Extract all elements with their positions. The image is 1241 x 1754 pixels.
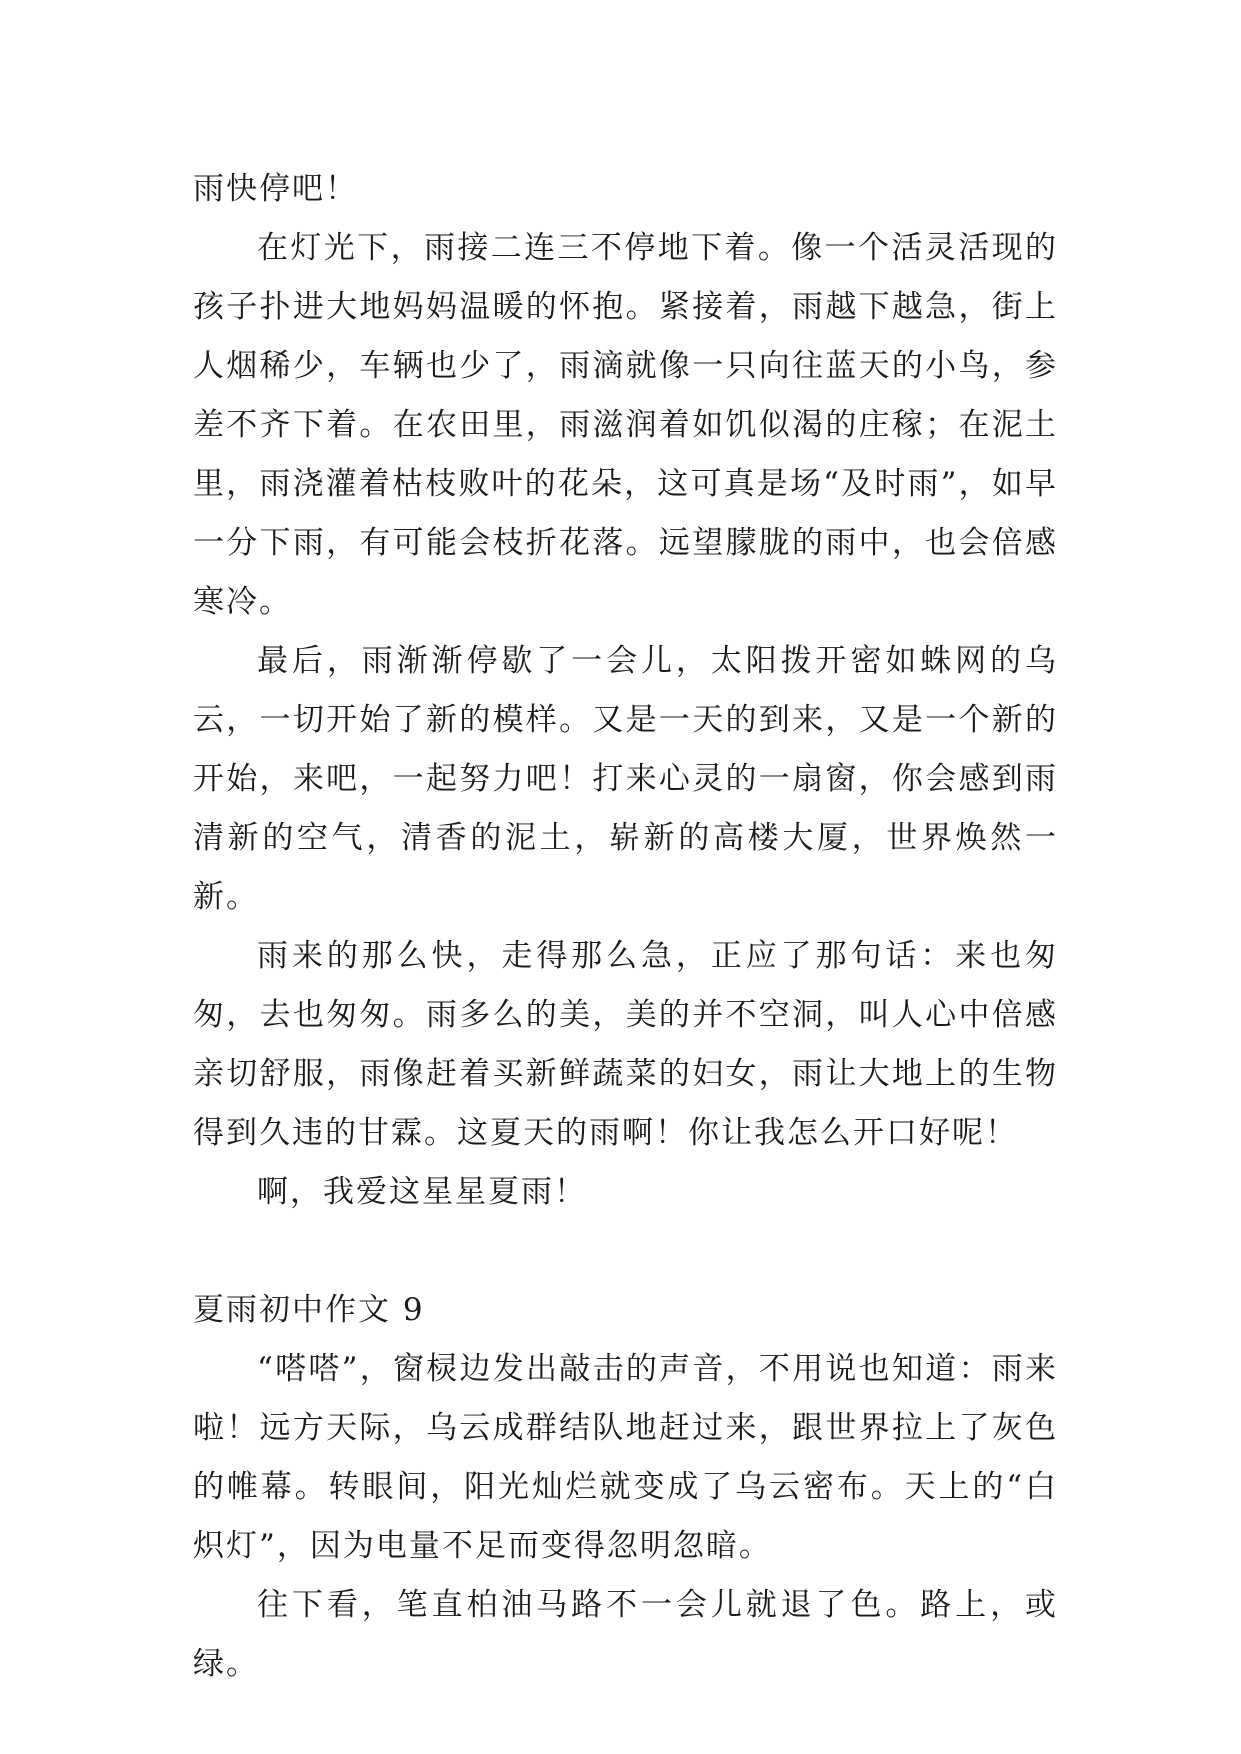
paragraph: 在灯光下，雨接二连三不停地下着。像一个活灵活现的孩子扑进大地妈妈温暖的怀抱。紧接着，雨越下越急，街上人烟稀少，车辆也少了，雨滴就像一只向往蓝天的小鸟，参差不齐下着。在农田里，雨滋润着如饥似渴的庄稼；在泥土里，雨浇灌着枯枝败叶的花朵，这可真是场“及时雨”，如早一分下雨，有可能会枝折花落。远望朦胧的雨中，也会倍感寒冷。 — [193, 230, 1058, 620]
document-body — [193, 160, 1058, 1694]
paragraph: “嗒嗒”，窗棂边发出敲击的声音，不用说也知道：雨来啦！远方天际，乌云成群结队地赶过来，跟世界拉上了灰色的帷幕。转眼间，阳光灿烂就变成了乌云密布。天上的“白炽灯”，因为电量不足而变得忽明忽暗。 — [193, 1351, 1058, 1564]
section-title: 夏雨初中作文 9 — [193, 1292, 425, 1328]
paragraph: 往下看，笔直柏油马路不一会儿就退了色。路上，或绿。 — [193, 1587, 1058, 1682]
paragraph: 啊，我爱这星星夏雨！ — [257, 1174, 587, 1210]
paragraph: 最后，雨渐渐停歇了一会儿，太阳拨开密如蛛网的乌云，一切开始了新的模样。又是一天的到来，又是一个新的开始，来吧，一起努力吧！打来心灵的一扇窗，你会感到雨清新的空气，清香的泥土，崭新的高楼大厦，世界焕然一新。 — [193, 643, 1058, 915]
section-spacer — [193, 1222, 1058, 1281]
paragraph-continuation: 雨快停吧！ — [193, 171, 358, 207]
paragraph: 雨来的那么快，走得那么急，正应了那句话：来也匆匆，去也匆匆。雨多么的美，美的并不空洞，叫人心中倍感亲切舒服，雨像赶着买新鲜蔬菜的妇女，雨让大地上的生物得到久违的甘霖。这夏天的雨啊！你让我怎么开口好呢！ — [193, 938, 1058, 1151]
